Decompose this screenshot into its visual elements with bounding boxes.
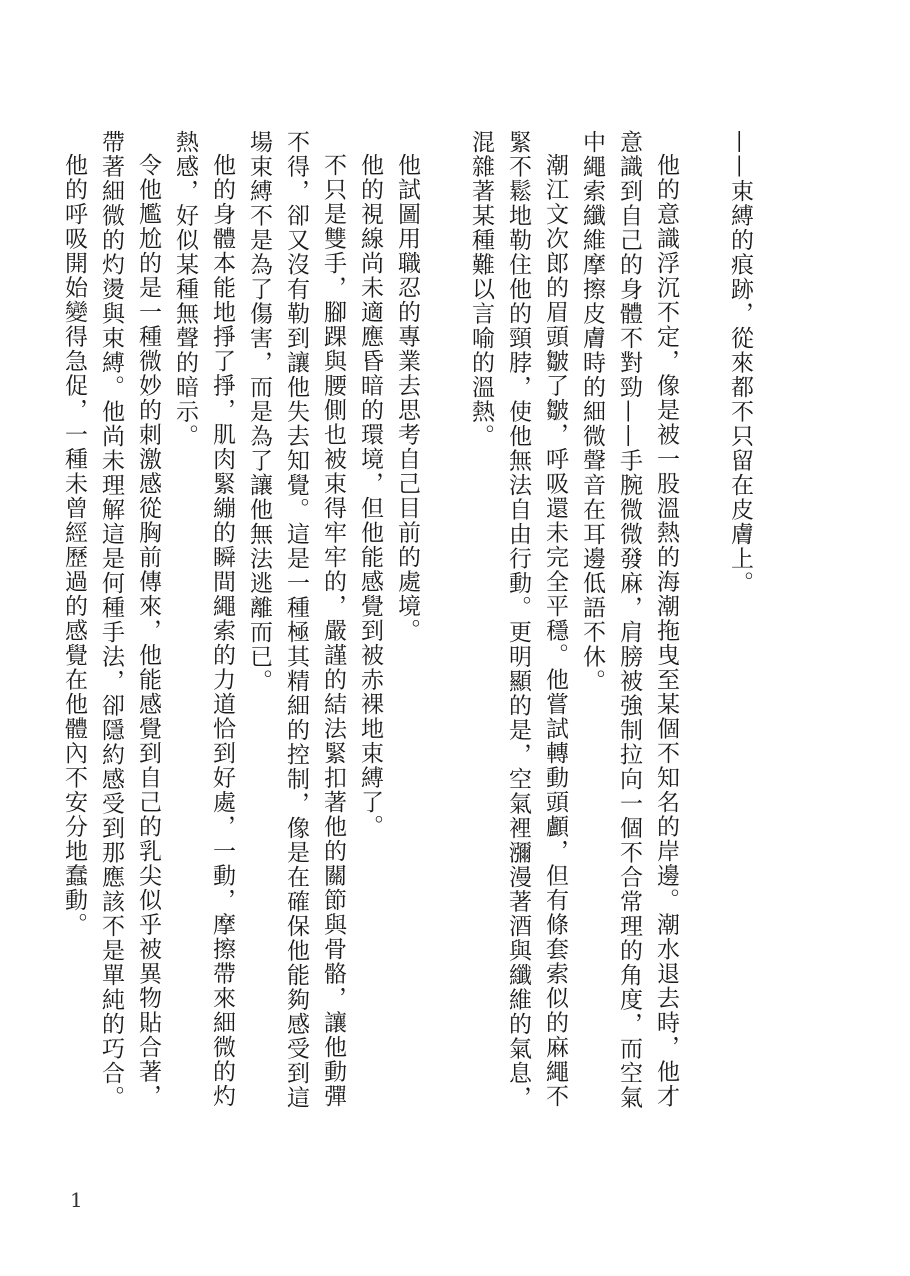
paragraph: 令他尷尬的是一種微妙的刺激感從胸前傳來，他能感覺到自己的乳尖似乎被異物貼合著，帶著細微的灼燙與束縛。他尚未理解這是何種手法，卻隱約感受到那應該不是單純的巧合。 [98, 130, 161, 1110]
paragraph: 潮江文次郎的眉頭皺了皺，呼吸還未完全平穩。他嘗試轉動頭顱，但有條套索似的麻繩不緊不鬆地勒住他的頸脖，使他無法自由行動。更明顯的是，空氣裡瀰漫著酒與纖維的氣息，混雜著某種難以言喻的溫熱。 [468, 130, 568, 1110]
paragraph-opening-line: ——束縛的痕跡，從來都不只留在皮膚上。 [727, 130, 753, 596]
paragraph: 他試圖用職忍的專業去思考自己目前的處境。 [394, 153, 420, 643]
vertical-text-body [61, 130, 758, 1130]
paragraph: 他的呼吸開始變得急促，一種未曾經歷過的感覺在他體內不安分地蠢動。 [61, 153, 87, 937]
paragraph: 他的視線尚未適應昏暗的環境，但他能感覺到被赤裸地束縛了。 [357, 153, 383, 839]
paragraph: 他的身體本能地掙了掙，肌肉緊繃的瞬間繩索的力道恰到好處，一動，摩擦帶來細微的灼熱感，好似某種無聲的暗示。 [172, 130, 235, 1109]
paragraph: 不只是雙手，腳踝與腰側也被束得牢牢的，嚴謹的結法緊扣著他的關節與骨骼，讓他動彈不得，卻又沒有勒到讓他失去知覺。這是一種極其精細的控制，像是在確保他能夠感受到這場束縛不是為了傷害，而是為了讓他無法逃離而已。 [246, 130, 346, 1110]
paragraph: 他的意識浮沉不定，像是被一股溫熱的海潮拖曳至某個不知名的岸邊。潮水退去時，他才意識到自己的身體不對勁——手腕微微發麻，肩膀被強制拉向一個不合常理的角度，而空氣中繩索纖維摩擦皮膚時的細微聲音在耳邊低語不休。 [579, 130, 679, 1110]
page-number: 1 [70, 1188, 83, 1212]
